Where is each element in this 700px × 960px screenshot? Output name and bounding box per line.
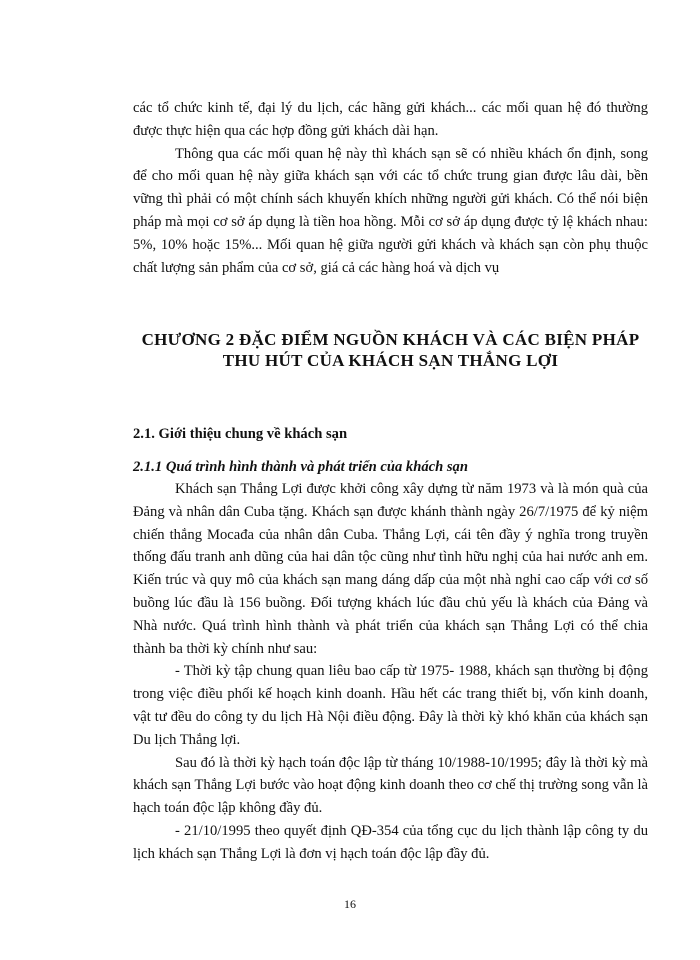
body-paragraph-1: Khách sạn Thắng Lợi được khởi công xây dựng từ năm 1973 và là món quà của Đảng và nhân dân Cuba tặng. Khách sạn được khánh thành ngày 26/7/1975 để kỷ niệm chiến thắng Mocađa của nhân dân Cuba. Thắng Lợi, cái tên đầy ý nghĩa trong truyền thống đấu tranh anh dũng của hai dân tộc cũng như tình hữu nghị của hai nước anh em. Kiến trúc và quy mô của khách sạn mang dáng dấp của một nhà nghỉ cao cấp với cơ số buồng lúc đầu là 156 buồng. Đối tượng khách lúc đầu chủ yếu là khách của Đảng và Nhà nước. Quá trình hình thành và phát triển của khách sạn Thắng Lợi có thể chia thành ba thời kỳ chính như sau: <box>133 481 648 657</box>
section-heading: 2.1. Giới thiệu chung về khách sạn <box>133 426 348 442</box>
body-paragraph-4: - 21/10/1995 theo quyết định QĐ-354 của tổng cục du lịch thành lập công ty du lịch khách sạn Thắng Lợi là đơn vị hạch toán độc lập đầy đủ. <box>133 822 648 862</box>
body-paragraph-2: - Thời kỳ tập chung quan liêu bao cấp từ 1975- 1988, khách sạn thường bị động trong việc điều phối kế hoạch kinh doanh. Hầu hết các trang thiết bị, vốn kinh doanh, vật tư đều do công ty du lịch Hà Nội điều động. Đây là thời kỳ khó khăn của khách sạn Du lịch Thắng lợi. <box>133 663 648 748</box>
intro-paragraph-1: các tổ chức kinh tế, đại lý du lịch, các hãng gửi khách... các mối quan hệ đó thường được thực hiện qua các hợp đồng gửi khách dài hạn. <box>133 100 648 139</box>
page-number: 16 <box>344 897 356 911</box>
subsection-heading: 2.1.1 Quá trình hình thành và phát triển của khách sạn <box>133 459 468 475</box>
intro-text <box>133 97 648 279</box>
chapter-title: CHƯƠNG 2 ĐẶC ĐIỂM NGUỒN KHÁCH VÀ CÁC BIỆN PHÁP THU HÚT CỦA KHÁCH SẠN THẮNG LỢI <box>141 330 640 370</box>
body-text <box>133 478 648 866</box>
intro-paragraph-2: Thông qua các mối quan hệ này thì khách sạn sẽ có nhiều khách ổn định, song để cho mối quan hệ này giữa khách sạn với các tổ chức trung gian được lâu dài, bền vững thì phải có một chính sách khuyến khích những người gửi khách. Có thể nói biện pháp mà mọi cơ sở áp dụng là tiền hoa hồng. Mỗi cơ sở áp dụng được tỷ lệ khách nhau: 5%, 10% hoặc 15%... Mối quan hệ giữa người gửi khách và khách sạn còn phụ thuộc chất lượng sản phẩm của cơ sở, giá cả các hàng hoá và dịch vụ <box>133 145 648 276</box>
body-paragraph-3: Sau đó là thời kỳ hạch toán độc lập từ tháng 10/1988-10/1995; đây là thời kỳ mà khách sạn Thắng Lợi bước vào hoạt động kinh doanh theo cơ chế thị trường song vẫn là hạch toán độc lập không đầy đủ. <box>133 754 648 817</box>
